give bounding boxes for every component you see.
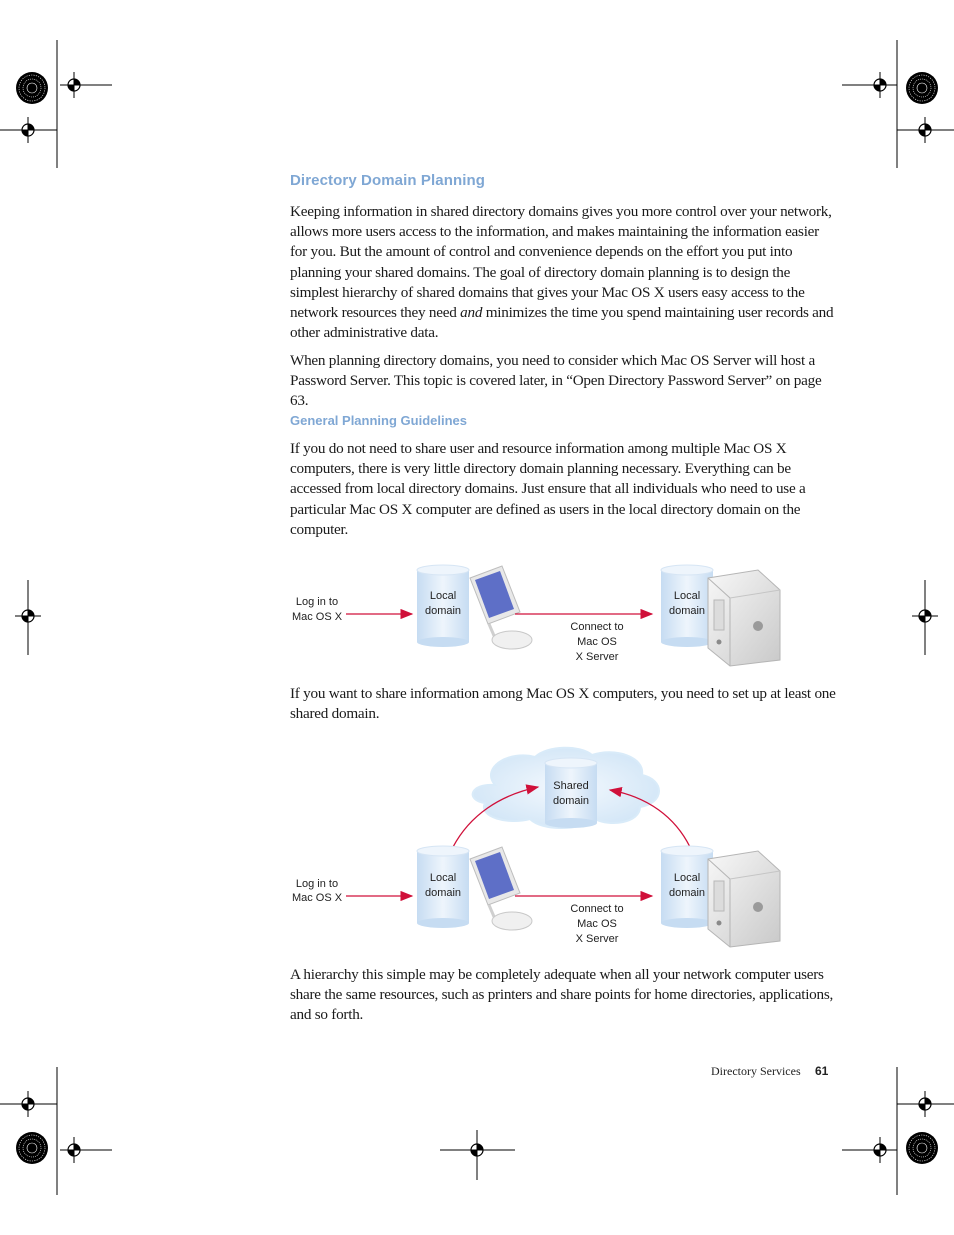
- paragraph-intro-part2: minimizes the time you spend maintaining user records and other administrative data.: [290, 304, 834, 342]
- client-computer-icon: [470, 566, 532, 649]
- client-local-label-line2: domain: [424, 605, 462, 617]
- diagram-local-domains: [280, 560, 800, 670]
- connect-label-line3: X Server: [575, 651, 619, 663]
- subsection-heading: General Planning Guidelines: [290, 413, 467, 428]
- login-label-line1: Log in to: [295, 878, 339, 890]
- shared-domain-cylinder: [545, 758, 597, 828]
- paragraph-intro: [290, 202, 838, 343]
- server-local-label-line1: Local: [673, 872, 701, 884]
- client-computer-icon: [470, 847, 532, 930]
- client-local-label-line2: domain: [424, 887, 462, 899]
- server-local-label-line2: domain: [668, 887, 706, 899]
- server-local-domain-cylinder: [661, 565, 713, 647]
- crop-mark-mid-right: [912, 580, 938, 655]
- paragraph-password-server: When planning directory domains, you need to consider which Mac OS Server will host a Password Server. This topic is covered later, in “Open Directory Password Server” on page 63.: [290, 352, 822, 410]
- connect-label-line1: Connect to: [570, 621, 624, 633]
- crop-mark-mid-left: [15, 580, 41, 655]
- login-label-line1: Log in to: [295, 596, 339, 608]
- crop-mark-top-left: [0, 40, 112, 168]
- login-label-line2: Mac OS X: [291, 611, 343, 623]
- diagram-shared-domain: [280, 745, 800, 950]
- crop-mark-bottom-right: [842, 1067, 954, 1195]
- paragraph-intro-part1: Keeping information in shared directory domains gives you more control over your network, allows more users access to the information, and makes maintaining the information easier for you. But the amount of control and convenience depends on the effort you put into planning your shared domains. The goal of directory domain planning is to design the simplest hierarchy of shared domains that gives your Mac OS X users easy access to the network resources they need: [290, 203, 832, 322]
- paragraph-intro-emphasis: and: [460, 304, 483, 322]
- connect-label-line3: X Server: [575, 933, 619, 945]
- footer-chapter: Directory Services: [711, 1064, 801, 1078]
- shared-label-line1: Shared: [553, 780, 589, 792]
- footer-page-number: 61: [815, 1064, 829, 1078]
- login-label-line2: Mac OS X: [291, 892, 343, 904]
- crop-mark-bottom-center: [440, 1130, 515, 1180]
- shared-label-line2: domain: [552, 795, 590, 807]
- section-heading: Directory Domain Planning: [290, 172, 486, 189]
- connect-label-line1: Connect to: [570, 903, 624, 915]
- crop-mark-top-right: [842, 40, 954, 168]
- server-tower-icon: [708, 851, 780, 947]
- server-local-domain-cylinder: [661, 846, 713, 928]
- server-tower-icon: [708, 570, 780, 666]
- connect-label-line2: Mac OS: [577, 636, 617, 648]
- paragraph-hierarchy: A hierarchy this simple may be completely adequate when all your network computer users share the same resources, such as printers and share points for home directories, applications, and so forth.: [290, 966, 834, 1024]
- connect-label-line2: Mac OS: [577, 918, 617, 930]
- crop-mark-bottom-left: [0, 1067, 112, 1195]
- client-local-domain-cylinder: [417, 846, 469, 928]
- client-local-domain-cylinder: [417, 565, 469, 647]
- paragraph-shared: If you want to share information among Mac OS X computers, you need to set up at least one shared domain.: [290, 685, 836, 723]
- client-local-label-line1: Local: [429, 590, 457, 602]
- server-local-label-line2: domain: [668, 605, 706, 617]
- client-local-label-line1: Local: [429, 872, 457, 884]
- paragraph-guidelines: If you do not need to share user and resource information among multiple Mac OS X computers, there is very little directory domain planning necessary. Everything can be accessed from local directory domains. Just ensure that all individuals who need to use a particular Mac OS X computer are defined as users in the local directory domain on the computer.: [290, 440, 806, 538]
- server-local-label-line1: Local: [673, 590, 701, 602]
